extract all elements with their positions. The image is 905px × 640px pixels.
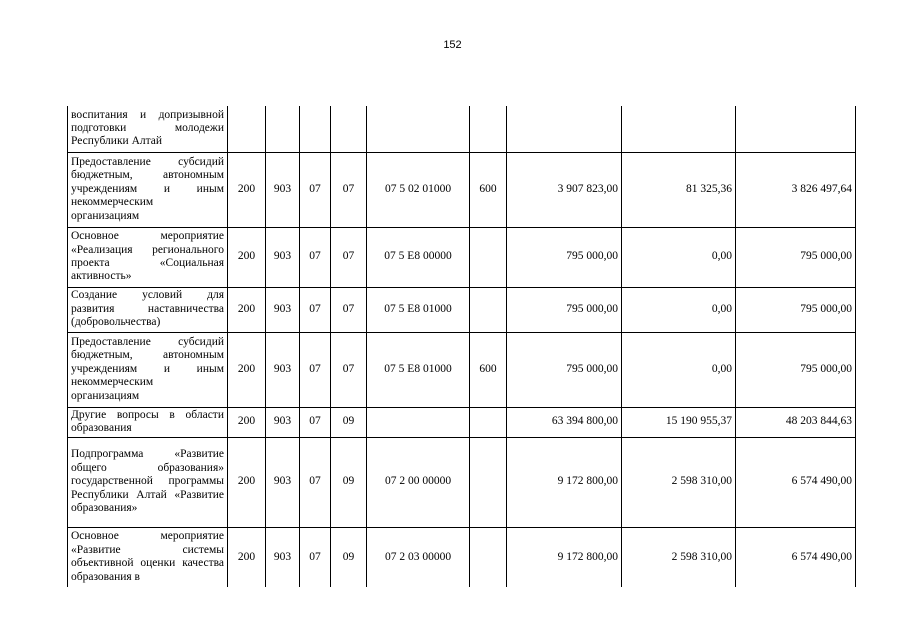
- cell-executed-amount: [622, 106, 736, 152]
- cell-expense-type: [470, 407, 507, 437]
- page-number: 152: [443, 39, 462, 51]
- cell-executed-amount: 0,00: [622, 332, 736, 407]
- cell-remainder-amount: 795 000,00: [736, 332, 856, 407]
- cell-subsection: 07: [331, 287, 367, 332]
- table-row: [68, 287, 856, 332]
- cell-expense-type: 600: [470, 152, 507, 227]
- cell-name: Предоставление субсидий бюджетным, автономным учреждениям и иным некоммерческим организациям: [68, 152, 228, 227]
- cell-remainder-amount: [736, 106, 856, 152]
- cell-expense-type: [470, 527, 507, 587]
- cell-remainder-amount: 3 826 497,64: [736, 152, 856, 227]
- cell-executed-amount: 2 598 310,00: [622, 437, 736, 527]
- cell-admin-code: 200: [228, 407, 266, 437]
- cell-remainder-amount: 6 574 490,00: [736, 437, 856, 527]
- table-row: [68, 332, 856, 407]
- cell-remainder-amount: 795 000,00: [736, 287, 856, 332]
- cell-ministry-code: 903: [266, 152, 300, 227]
- cell-admin-code: 200: [228, 227, 266, 287]
- cell-executed-amount: 0,00: [622, 227, 736, 287]
- cell-remainder-amount: 795 000,00: [736, 227, 856, 287]
- cell-name: воспитания и допризывной подготовки молодежи Республики Алтай: [68, 106, 228, 152]
- cell-expense-type: 600: [470, 332, 507, 407]
- cell-ministry-code: [266, 106, 300, 152]
- cell-admin-code: 200: [228, 527, 266, 587]
- cell-subsection: 07: [331, 332, 367, 407]
- cell-admin-code: [228, 106, 266, 152]
- cell-ministry-code: 903: [266, 227, 300, 287]
- cell-plan-amount: 9 172 800,00: [507, 527, 622, 587]
- cell-subsection: [331, 106, 367, 152]
- cell-name: Подпрограмма «Развитие общего образования» государственной программы Республики Алтай «Развитие образования»: [68, 437, 228, 527]
- cell-plan-amount: 63 394 800,00: [507, 407, 622, 437]
- cell-plan-amount: 9 172 800,00: [507, 437, 622, 527]
- cell-section: 07: [300, 527, 331, 587]
- cell-ministry-code: 903: [266, 287, 300, 332]
- cell-subsection: 09: [331, 527, 367, 587]
- cell-ministry-code: 903: [266, 407, 300, 437]
- cell-expense-type: [470, 437, 507, 527]
- table-row: [68, 407, 856, 437]
- cell-ministry-code: 903: [266, 437, 300, 527]
- cell-plan-amount: [507, 106, 622, 152]
- cell-target-article: 07 2 03 00000: [367, 527, 470, 587]
- cell-target-article: 07 5 Е8 00000: [367, 227, 470, 287]
- cell-section: 07: [300, 437, 331, 527]
- cell-plan-amount: 795 000,00: [507, 332, 622, 407]
- table-row: [68, 227, 856, 287]
- table-row: [68, 106, 856, 152]
- cell-executed-amount: 0,00: [622, 287, 736, 332]
- cell-target-article: 07 5 Е8 01000: [367, 287, 470, 332]
- cell-plan-amount: 795 000,00: [507, 227, 622, 287]
- cell-plan-amount: 3 907 823,00: [507, 152, 622, 227]
- cell-ministry-code: 903: [266, 527, 300, 587]
- cell-subsection: 09: [331, 437, 367, 527]
- cell-plan-amount: 795 000,00: [507, 287, 622, 332]
- cell-admin-code: 200: [228, 437, 266, 527]
- cell-subsection: 07: [331, 152, 367, 227]
- cell-section: 07: [300, 407, 331, 437]
- cell-ministry-code: 903: [266, 332, 300, 407]
- cell-expense-type: [470, 106, 507, 152]
- cell-target-article: 07 5 02 01000: [367, 152, 470, 227]
- cell-section: 07: [300, 287, 331, 332]
- cell-section: 07: [300, 152, 331, 227]
- cell-name: Основное мероприятие «Развитие системы объективной оценки качества образования в: [68, 527, 228, 587]
- cell-target-article: 07 5 Е8 01000: [367, 332, 470, 407]
- cell-admin-code: 200: [228, 152, 266, 227]
- table-row: [68, 437, 856, 527]
- cell-expense-type: [470, 227, 507, 287]
- cell-name: Создание условий для развития наставничества (добровольчества): [68, 287, 228, 332]
- cell-remainder-amount: 6 574 490,00: [736, 527, 856, 587]
- cell-target-article: 07 2 00 00000: [367, 437, 470, 527]
- cell-admin-code: 200: [228, 332, 266, 407]
- cell-section: 07: [300, 332, 331, 407]
- cell-section: 07: [300, 227, 331, 287]
- cell-subsection: 09: [331, 407, 367, 437]
- budget-table: [67, 106, 856, 587]
- cell-executed-amount: 81 325,36: [622, 152, 736, 227]
- table-row: [68, 527, 856, 587]
- cell-expense-type: [470, 287, 507, 332]
- cell-name: Предоставление субсидий бюджетным, автономным учреждениям и иным некоммерческим организациям: [68, 332, 228, 407]
- cell-executed-amount: 15 190 955,37: [622, 407, 736, 437]
- cell-remainder-amount: 48 203 844,63: [736, 407, 856, 437]
- cell-target-article: [367, 106, 470, 152]
- cell-name: Другие вопросы в области образования: [68, 407, 228, 437]
- cell-executed-amount: 2 598 310,00: [622, 527, 736, 587]
- cell-section: [300, 106, 331, 152]
- table-row: [68, 152, 856, 227]
- cell-subsection: 07: [331, 227, 367, 287]
- cell-name: Основное мероприятие «Реализация регионального проекта «Социальная активность»: [68, 227, 228, 287]
- cell-target-article: [367, 407, 470, 437]
- cell-admin-code: 200: [228, 287, 266, 332]
